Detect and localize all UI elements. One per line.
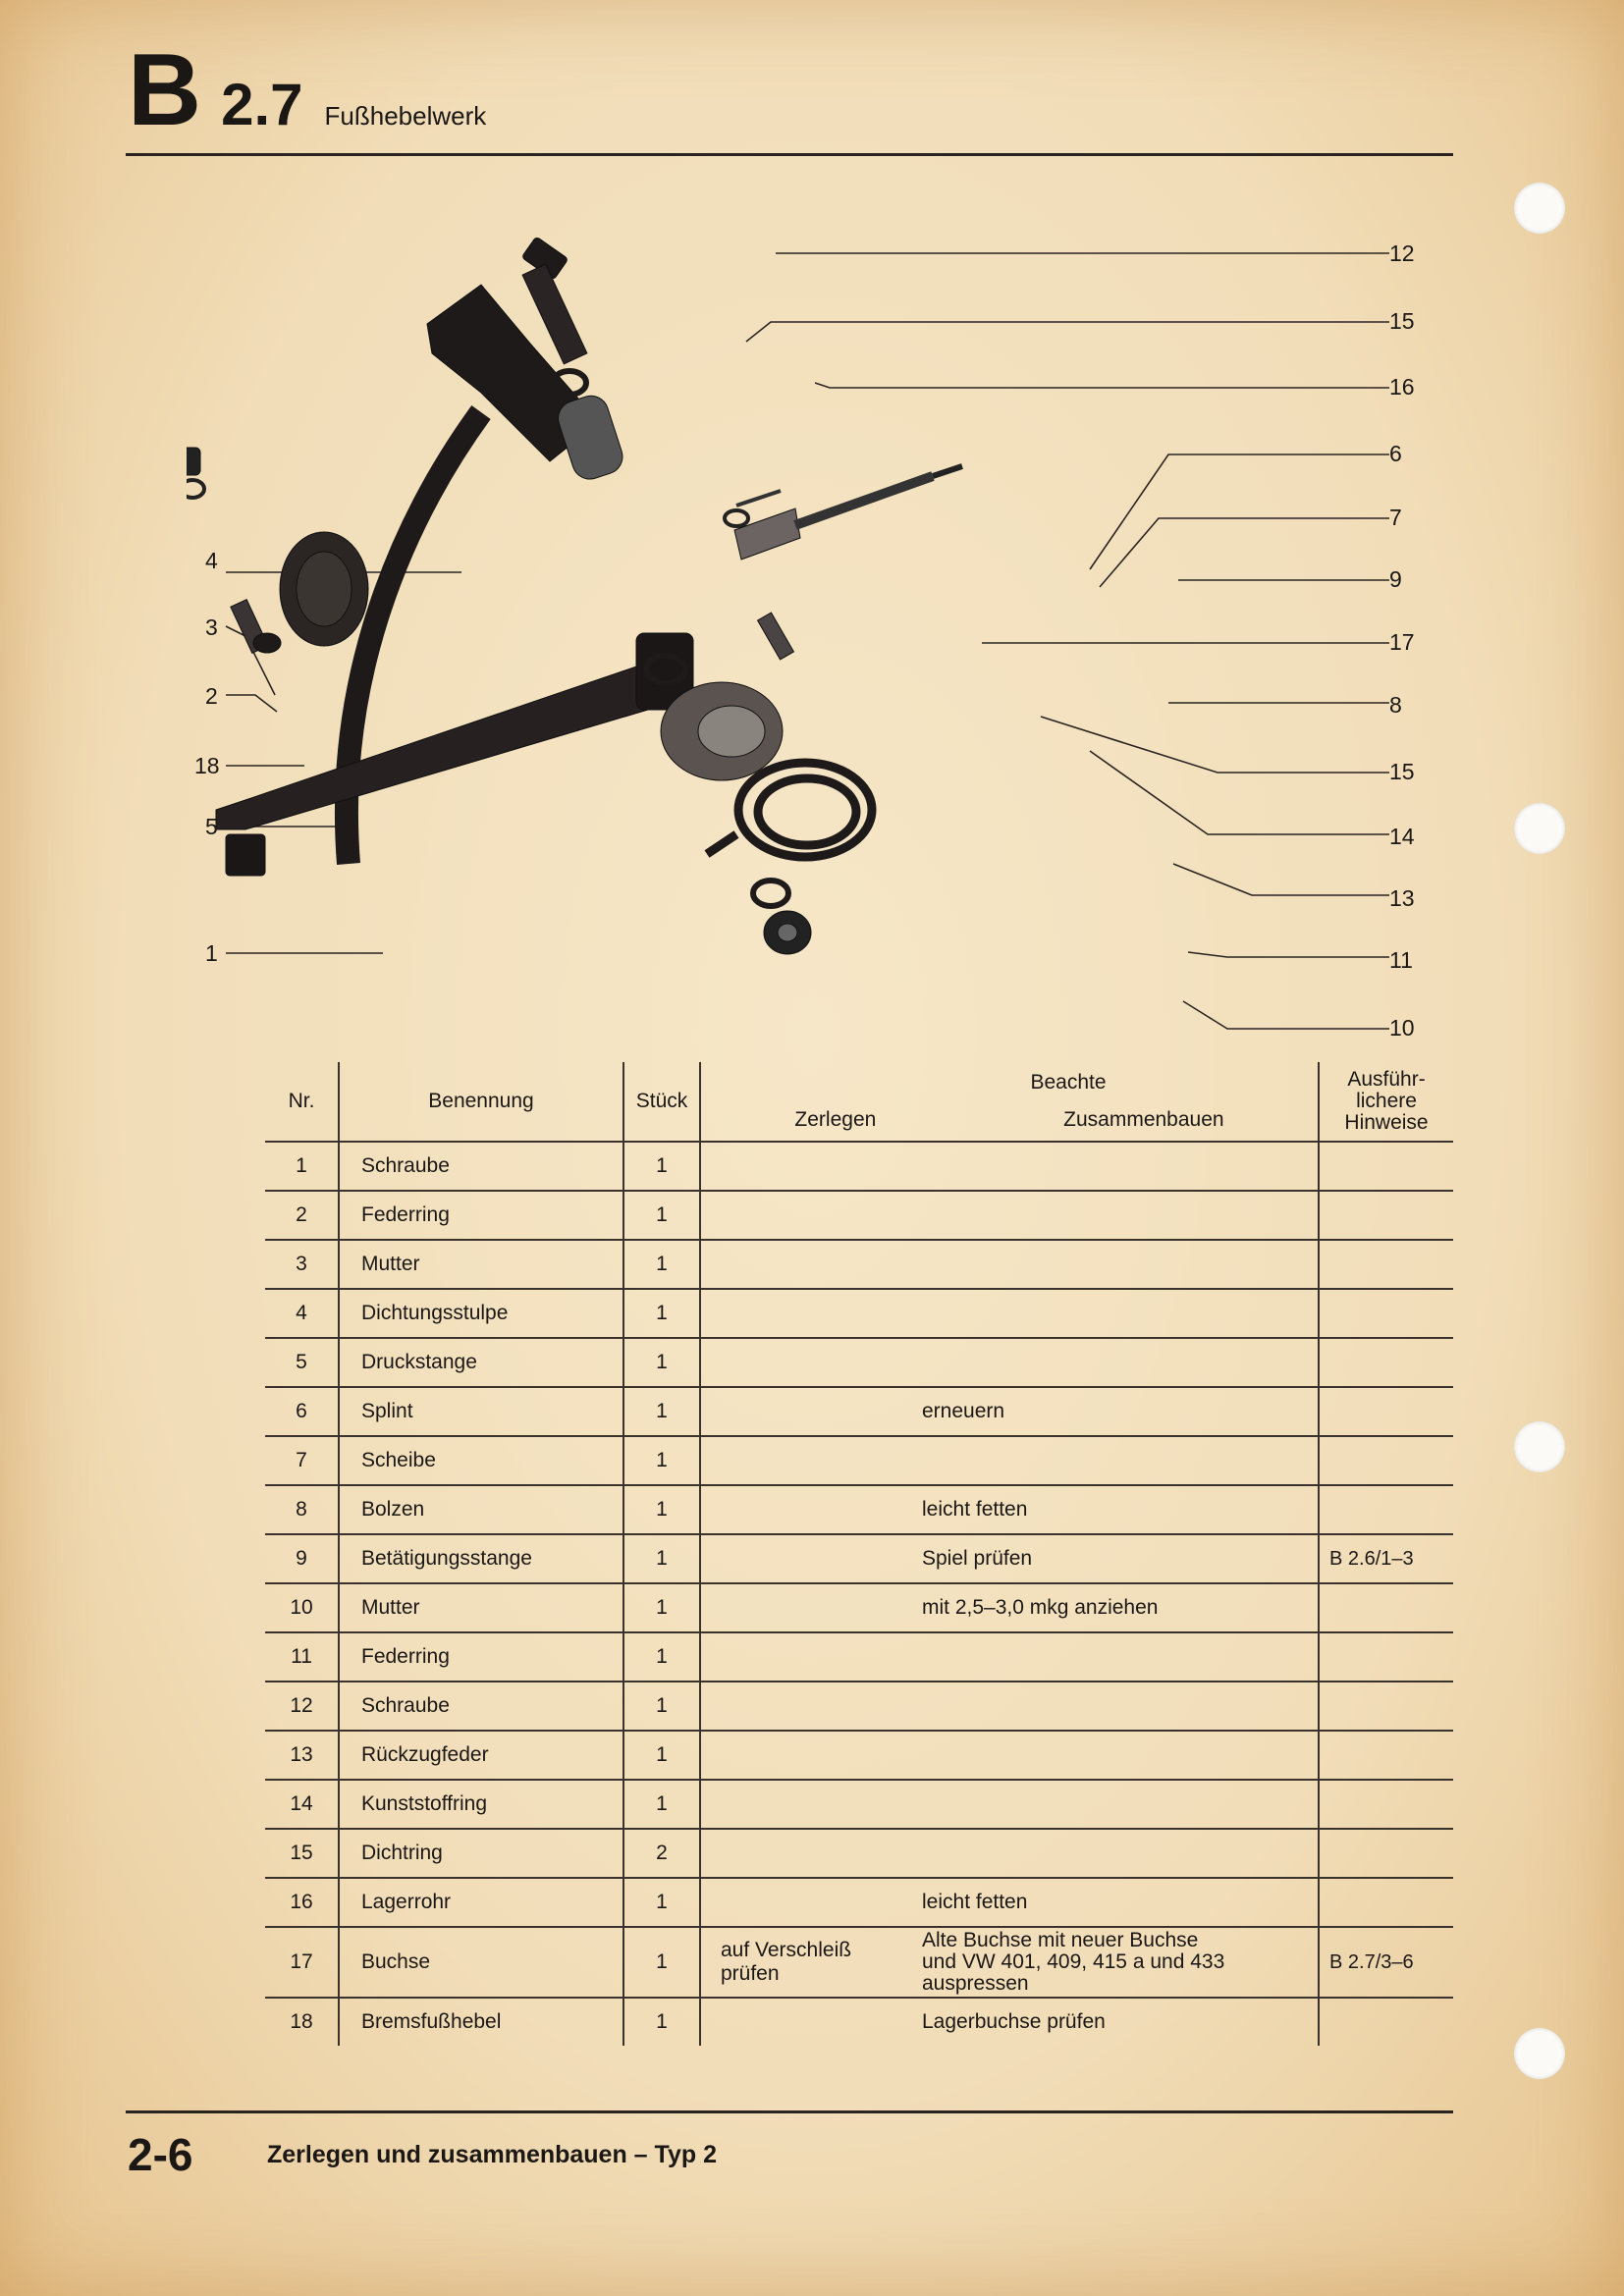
callout-number: 11 <box>1389 947 1413 973</box>
callout-number: 13 <box>1389 885 1415 911</box>
part-quantity: 1 <box>623 1436 700 1485</box>
assemble-note <box>906 1682 1319 1731</box>
part-quantity: 1 <box>623 1142 700 1191</box>
footer-text: Zerlegen und zusammenbauen – Typ 2 <box>267 2141 717 2168</box>
part-number: 4 <box>265 1289 339 1338</box>
disassemble-note <box>700 1878 906 1927</box>
leader-lines <box>226 253 1389 1029</box>
disassemble-note <box>700 1998 906 2046</box>
table-row <box>265 1289 1453 1338</box>
callout-number: 5 <box>205 814 218 839</box>
callout-number: 6 <box>1389 441 1402 466</box>
table-row <box>265 1998 1453 2046</box>
punch-hole <box>1514 183 1565 234</box>
part-name: Betätigungsstange <box>339 1534 623 1583</box>
table-row <box>265 1780 1453 1829</box>
header-assemble: Zusammenbauen <box>1063 1108 1224 1131</box>
table-row <box>265 1436 1453 1485</box>
punch-hole <box>1514 1421 1565 1472</box>
callout-number: 12 <box>1389 240 1415 266</box>
part-number: 6 <box>265 1387 339 1436</box>
part-name: Buchse <box>339 1927 623 1998</box>
part-quantity: 1 <box>623 1682 700 1731</box>
reference <box>1319 1387 1453 1436</box>
assemble-note: mit 2,5–3,0 mkg anziehen <box>906 1583 1319 1632</box>
assemble-note <box>906 1780 1319 1829</box>
part-quantity: 1 <box>623 1338 700 1387</box>
reference: B 2.6/1–3 <box>1319 1534 1453 1583</box>
assemble-note: leicht fetten <box>906 1485 1319 1534</box>
reference: B 2.7/3–6 <box>1319 1927 1453 1998</box>
header-note-group <box>700 1062 1319 1142</box>
disassemble-note <box>700 1387 906 1436</box>
disassemble-note <box>700 1731 906 1780</box>
assemble-note <box>906 1289 1319 1338</box>
part-quantity: 1 <box>623 1485 700 1534</box>
part-name: Mutter <box>339 1240 623 1289</box>
page-title: Fußhebelwerk <box>324 101 487 131</box>
assemble-note <box>906 1142 1319 1191</box>
part-quantity: 1 <box>623 1998 700 2046</box>
callout-number: 1 <box>205 940 218 966</box>
part-name: Dichtring <box>339 1829 623 1878</box>
callout-number: 2 <box>205 683 218 709</box>
assemble-note: leicht fetten <box>906 1878 1319 1927</box>
disassemble-note <box>700 1485 906 1534</box>
part-name: Lagerrohr <box>339 1878 623 1927</box>
assemble-note <box>906 1338 1319 1387</box>
assemble-note <box>906 1632 1319 1682</box>
part-quantity: 1 <box>623 1780 700 1829</box>
part-number: 13 <box>265 1731 339 1780</box>
disassemble-note <box>700 1289 906 1338</box>
callout-number: 15 <box>1389 759 1415 784</box>
reference <box>1319 1998 1453 2046</box>
footer-rule <box>126 2110 1453 2113</box>
table-row <box>265 1583 1453 1632</box>
table-row <box>265 1632 1453 1682</box>
table-row <box>265 1927 1453 1998</box>
assemble-note: erneuern <box>906 1387 1319 1436</box>
table-row <box>265 1338 1453 1387</box>
callout-number: 4 <box>205 548 218 573</box>
part-quantity: 1 <box>623 1583 700 1632</box>
table-row <box>265 1829 1453 1878</box>
header-qty: Stück <box>623 1062 700 1142</box>
disassemble-note <box>700 1240 906 1289</box>
table-row <box>265 1731 1453 1780</box>
page-number: 2-6 <box>128 2129 193 2180</box>
part-quantity: 2 <box>623 1829 700 1878</box>
reference <box>1319 1632 1453 1682</box>
part-quantity: 1 <box>623 1191 700 1240</box>
callout-number: 18 <box>194 753 220 778</box>
reference <box>1319 1240 1453 1289</box>
disassemble-note <box>700 1829 906 1878</box>
reference <box>1319 1829 1453 1878</box>
part-number: 9 <box>265 1534 339 1583</box>
part-number: 12 <box>265 1682 339 1731</box>
disassemble-note: auf Verschleiß prüfen <box>700 1927 906 1998</box>
part-number: 3 <box>265 1240 339 1289</box>
reference <box>1319 1338 1453 1387</box>
callout-number: 16 <box>1389 374 1415 400</box>
table-row <box>265 1682 1453 1731</box>
punch-hole <box>1514 803 1565 854</box>
part-number: 10 <box>265 1583 339 1632</box>
table-row <box>265 1142 1453 1191</box>
header-note: Beachte <box>1030 1071 1107 1094</box>
part-name: Schraube <box>339 1682 623 1731</box>
brake-pedal-parts <box>187 237 962 954</box>
punch-hole <box>1514 2028 1565 2079</box>
disassemble-note <box>700 1682 906 1731</box>
table-row <box>265 1485 1453 1534</box>
header-disassemble: Zerlegen <box>794 1108 877 1131</box>
part-quantity: 1 <box>623 1878 700 1927</box>
part-number: 7 <box>265 1436 339 1485</box>
reference <box>1319 1780 1453 1829</box>
callout-number: 9 <box>1389 566 1402 592</box>
table-row <box>265 1878 1453 1927</box>
disassemble-note <box>700 1338 906 1387</box>
callout-number: 10 <box>1389 1015 1415 1041</box>
part-number: 5 <box>265 1338 339 1387</box>
part-quantity: 1 <box>623 1632 700 1682</box>
assemble-note <box>906 1240 1319 1289</box>
callout-number: 17 <box>1389 629 1415 655</box>
part-name: Splint <box>339 1387 623 1436</box>
part-quantity: 1 <box>623 1240 700 1289</box>
disassemble-note <box>700 1780 906 1829</box>
assemble-note <box>906 1829 1319 1878</box>
part-quantity: 1 <box>623 1387 700 1436</box>
part-number: 2 <box>265 1191 339 1240</box>
part-number: 14 <box>265 1780 339 1829</box>
reference <box>1319 1485 1453 1534</box>
reference <box>1319 1583 1453 1632</box>
callout-number: 15 <box>1389 308 1415 334</box>
callout-number: 7 <box>1389 505 1402 530</box>
part-name: Kunststoffring <box>339 1780 623 1829</box>
part-name: Rückzugfeder <box>339 1731 623 1780</box>
part-number: 8 <box>265 1485 339 1534</box>
header-ref: Ausführ- lichere Hinweise <box>1319 1062 1453 1142</box>
part-number: 17 <box>265 1927 339 1998</box>
part-name: Bremsfußhebel <box>339 1998 623 2046</box>
table-body <box>265 1142 1453 2046</box>
exploded-view-illustration <box>187 226 1453 1050</box>
disassemble-note <box>700 1191 906 1240</box>
reference <box>1319 1289 1453 1338</box>
part-name: Bolzen <box>339 1485 623 1534</box>
part-name: Mutter <box>339 1583 623 1632</box>
header-name: Benennung <box>339 1062 623 1142</box>
reference <box>1319 1878 1453 1927</box>
disassemble-note <box>700 1583 906 1632</box>
part-quantity: 1 <box>623 1534 700 1583</box>
table-row <box>265 1387 1453 1436</box>
parts-table <box>265 1062 1453 2046</box>
header-nr: Nr. <box>265 1062 339 1142</box>
table-header-row <box>265 1062 1453 1142</box>
part-name: Federring <box>339 1632 623 1682</box>
callout-number: 14 <box>1389 824 1415 849</box>
assemble-note <box>906 1191 1319 1240</box>
table-row <box>265 1240 1453 1289</box>
disassemble-note <box>700 1632 906 1682</box>
reference <box>1319 1731 1453 1780</box>
part-name: Scheibe <box>339 1436 623 1485</box>
part-name: Schraube <box>339 1142 623 1191</box>
disassemble-note <box>700 1436 906 1485</box>
part-number: 1 <box>265 1142 339 1191</box>
header-rule <box>126 153 1453 156</box>
assemble-note <box>906 1731 1319 1780</box>
part-quantity: 1 <box>623 1731 700 1780</box>
part-number: 11 <box>265 1632 339 1682</box>
reference <box>1319 1682 1453 1731</box>
assemble-note <box>906 1436 1319 1485</box>
callout-number: 8 <box>1389 692 1402 718</box>
section-letter: B <box>128 33 200 147</box>
part-number: 15 <box>265 1829 339 1878</box>
disassemble-note <box>700 1534 906 1583</box>
page-header <box>128 33 487 147</box>
table-row <box>265 1534 1453 1583</box>
assemble-note: Alte Buchse mit neuer Buchse und VW 401, 409, 415 a und 433 auspressen <box>906 1927 1319 1998</box>
callout-number: 3 <box>205 614 218 640</box>
assemble-note: Lagerbuchse prüfen <box>906 1998 1319 2046</box>
reference <box>1319 1191 1453 1240</box>
part-quantity: 1 <box>623 1927 700 1998</box>
part-number: 18 <box>265 1998 339 2046</box>
disassemble-note <box>700 1142 906 1191</box>
part-name: Dichtungsstulpe <box>339 1289 623 1338</box>
reference <box>1319 1436 1453 1485</box>
part-name: Druckstange <box>339 1338 623 1387</box>
reference <box>1319 1142 1453 1191</box>
part-quantity: 1 <box>623 1289 700 1338</box>
part-name: Federring <box>339 1191 623 1240</box>
section-number: 2.7 <box>221 72 303 137</box>
assemble-note: Spiel prüfen <box>906 1534 1319 1583</box>
table-row <box>265 1191 1453 1240</box>
part-number: 16 <box>265 1878 339 1927</box>
